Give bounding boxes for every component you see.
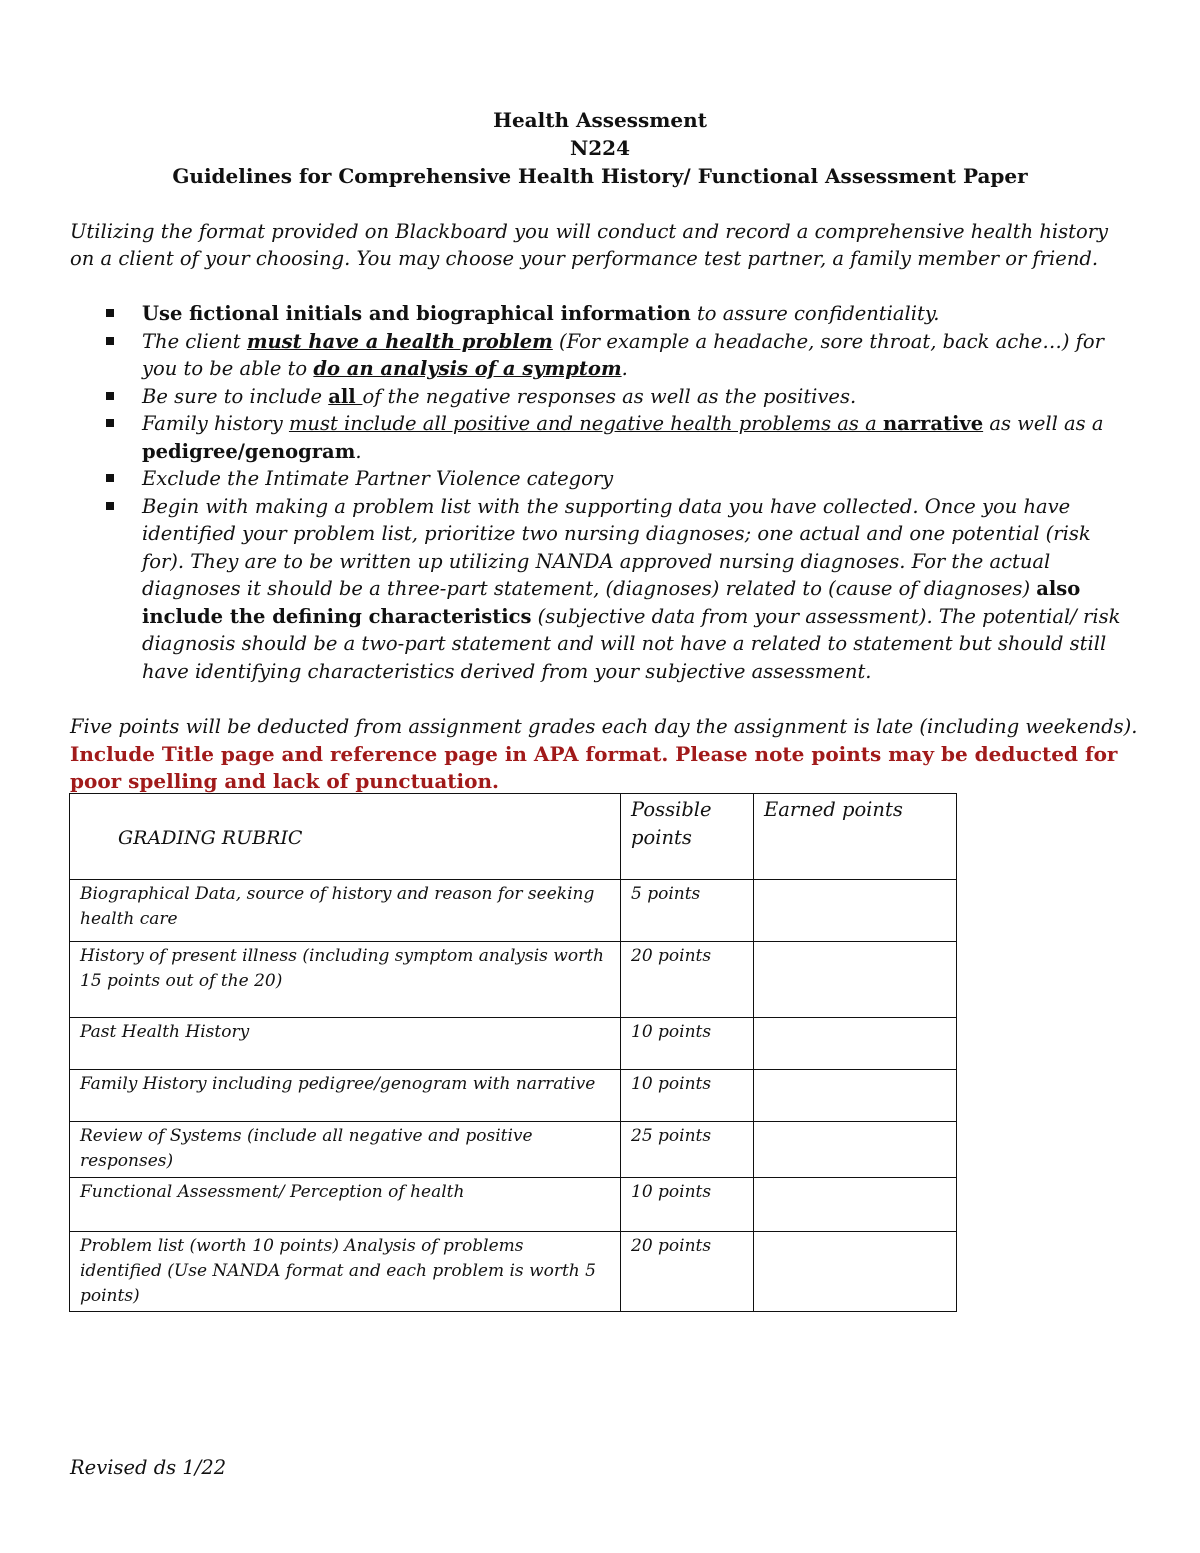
bullet-text: Be sure to include [142,384,329,408]
rubric-item: Biographical Data, source of history and reason for seeking health care [70,880,621,942]
rubric-item: History of present illness (including symptom analysis worth 15 points out of the 20) [70,942,621,1018]
rubric-title-cell [70,794,621,880]
rubric-earned [754,880,957,942]
possible-points-header: Possible points [621,794,754,880]
square-bullet-icon [106,392,114,400]
table-row [70,880,957,942]
list-item [70,410,1130,465]
rubric-points: 5 points [621,880,754,942]
bullet-underline: must include all positive and negative health problems as a [288,412,883,435]
table-row [70,1018,957,1070]
doc-title: Health Assessment [493,108,707,132]
rubric-earned [754,1070,957,1122]
doc-subtitle: Guidelines for Comprehensive Health History/ Functional Assessment Paper [172,164,1028,188]
bullet-bold: pedigree/genogram [142,439,356,463]
list-item [70,328,1130,383]
requirements-list [70,300,1130,685]
table-row [70,1122,957,1178]
rubric-item: Family History including pedigree/genogram with narrative [70,1070,621,1122]
table-row [70,1232,957,1312]
list-item [70,300,1130,328]
course-code: N224 [569,136,631,160]
square-bullet-icon [106,309,114,317]
bullet-bold: also include the defining characteristics [142,577,1081,628]
late-policy: Five points will be deducted from assignment grades each day the assignment is late (including weekends). [70,715,1138,738]
table-row [70,1070,957,1122]
list-item [70,383,1130,411]
earned-points-header: Earned points [754,794,957,880]
bullet-underline: all [328,384,363,408]
bullet-underline: must have a health problem [246,329,553,353]
list-item [70,465,1130,493]
bullet-underline: do an analysis of a symptom [313,357,622,380]
square-bullet-icon [106,474,114,482]
rubric-title: GRADING RUBRIC [118,827,303,849]
bullet-underline: narrative [882,412,984,435]
rubric-points: 10 points [621,1070,754,1122]
bullet-text: Family history [142,412,289,435]
rubric-points: 20 points [621,1232,754,1312]
rubric-earned [754,1178,957,1232]
list-item [70,493,1130,686]
apa-note: Include Title page and reference page in APA format. Please note points may be deducted for poor spelling and lack of punctuation. [70,742,1118,793]
bullet-text: . [621,357,628,380]
rubric-points: 25 points [621,1122,754,1178]
rubric-item: Past Health History [70,1018,621,1070]
rubric-earned [754,942,957,1018]
bullet-text: . [355,439,362,463]
rubric-earned [754,1018,957,1070]
bullet-text: Begin with making a problem list with the supporting data you have collected. Once you have identified your problem list, prioritize two nursing diagnoses; one actual and one potential (risk for). They are to be written up utilizing NANDA approved nursing diagnoses. For the actual diagnoses it should be a three-part statement, (diagnoses) related to (cause of diagnoses) [142,494,1091,600]
rubric-points: 10 points [621,1018,754,1070]
bullet-text: (subjective data from your assessment). The potential/ risk diagnosis should be a two-part statement and will not have a related to statement but should still have identifying characteristics derived from your subjective assessment. [142,604,1121,683]
table-header-row [70,794,957,880]
bullet-text: to assure confidentiality. [690,302,940,325]
bullet-text: The client [142,329,247,353]
revision-note: Revised ds 1/22 [70,1456,227,1479]
rubric-points: 20 points [621,942,754,1018]
rubric-earned [754,1232,957,1312]
bullet-text: Exclude the Intimate Partner Violence category [142,467,614,490]
rubric-earned [754,1122,957,1178]
bullet-text: of the negative responses as well as the positives. [362,384,857,408]
bullet-bold: Use fictional initials and biographical information [142,302,691,325]
rubric-item: Review of Systems (include all negative and positive responses) [70,1122,621,1178]
grading-rubric-table [69,793,957,1312]
square-bullet-icon [106,337,114,345]
intro-paragraph: Utilizing the format provided on Blackboard you will conduct and record a comprehensive health history on a client of your choosing. You may choose your performance test partner, a family member or friend. [70,220,1109,270]
rubric-points: 10 points [621,1178,754,1232]
bullet-text: as well as a [983,412,1104,435]
table-row [70,1178,957,1232]
table-row [70,942,957,1018]
square-bullet-icon [106,419,114,427]
rubric-item: Problem list (worth 10 points) Analysis of problems identified (Use NANDA format and each problem is worth 5 points) [70,1232,621,1312]
rubric-item: Functional Assessment/ Perception of health [70,1178,621,1232]
bullet-text: (For example a headache, sore throat, back ache…) for you to be able to [142,329,1104,380]
square-bullet-icon [106,502,114,510]
